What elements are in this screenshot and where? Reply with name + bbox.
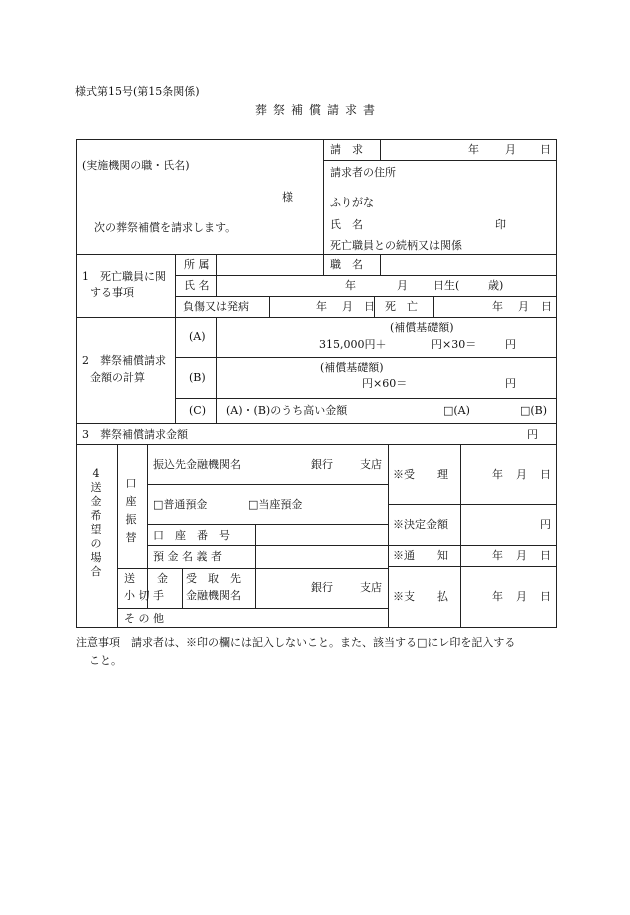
row-b-note: (補償基礎額)	[320, 361, 384, 374]
injury-label: 負傷又は発病	[183, 300, 249, 313]
injury-year: 年	[316, 300, 327, 313]
payment-month: 月	[516, 590, 527, 603]
notice-day: 日	[540, 549, 551, 562]
sama-suffix: 様	[282, 191, 293, 204]
payment-day: 日	[540, 590, 551, 603]
furigana-label: ふりがな	[330, 196, 374, 209]
row-a-unit: 円	[505, 338, 516, 351]
section2-label-line1: 2 葬祭補償請求	[82, 354, 166, 367]
bank-suffix: 銀行	[311, 458, 333, 471]
account-number-label: 口 座 番 号	[153, 529, 230, 542]
received-year: 年	[492, 468, 503, 481]
injury-day: 日	[364, 300, 375, 313]
bank-label: 振込先金融機関名	[153, 458, 241, 471]
address-label: 請求者の住所	[330, 166, 396, 179]
form-title: 葬祭補償請求書	[255, 103, 382, 117]
claim-year: 年	[468, 143, 479, 156]
deposit-ordinary-checkbox[interactable]: □普通預金	[153, 498, 208, 511]
row-a-formula-mid: 円×30＝	[431, 338, 477, 351]
position-label: 職 名	[330, 258, 363, 271]
received-label: ※受 理	[393, 468, 448, 481]
remit-branch-suffix: 支店	[360, 581, 382, 594]
seal-mark: 印	[495, 218, 506, 231]
remit-label-line1: 送 金	[124, 572, 168, 585]
remit-bank-suffix: 銀行	[311, 581, 333, 594]
section3-unit: 円	[527, 428, 538, 441]
received-month: 月	[516, 468, 527, 481]
row-a-formula-left: 315,000円＋	[319, 338, 387, 351]
injury-month: 月	[342, 300, 353, 313]
received-day: 日	[540, 468, 551, 481]
row-b-formula-mid: 円×60＝	[362, 377, 408, 390]
transfer-vertical-label: 口 座 振 替	[125, 477, 137, 544]
death-year: 年	[492, 300, 503, 313]
claimant-name-label: 氏 名	[330, 218, 363, 231]
birth-day: 日生(	[433, 279, 460, 292]
claim-month: 月	[505, 143, 516, 156]
request-sentence: 次の葬祭補償を請求します。	[94, 221, 237, 234]
birth-month: 月	[397, 279, 408, 292]
footer-note-line2: こと。	[89, 654, 122, 667]
section1-label-line2: する事項	[90, 286, 134, 299]
row-c-option-a[interactable]: □(A)	[443, 404, 470, 417]
death-label: 死 亡	[385, 300, 418, 313]
row-c-text: (A)・(B)のうち高い金額	[226, 404, 348, 417]
row-a-note: (補償基礎額)	[390, 321, 454, 334]
row-b-key: (B)	[189, 371, 206, 384]
decided-amount-unit: 円	[540, 518, 551, 531]
account-holder-label: 預 金 名 義 者	[153, 550, 222, 563]
notice-label: ※通 知	[393, 549, 448, 562]
deceased-name-label: 氏 名	[184, 279, 210, 292]
branch-suffix: 支店	[360, 458, 382, 471]
footer-note-line1: 注意事項 請求者は、※印の欄には記入しないこと。また、該当する□にレ印を記入する	[76, 636, 516, 649]
birth-year: 年	[345, 279, 356, 292]
claim-day: 日	[540, 143, 551, 156]
relation-label: 死亡職員との続柄又は関係	[330, 239, 462, 252]
row-a-key: (A)	[189, 330, 206, 343]
section3-label: 3 葬祭補償請求金額	[82, 428, 188, 441]
notice-month: 月	[516, 549, 527, 562]
deposit-current-checkbox[interactable]: □当座預金	[248, 498, 303, 511]
decided-amount-label: ※決定金額	[393, 518, 448, 531]
notice-year: 年	[492, 549, 503, 562]
remit-label-line2: 小 切 手	[124, 589, 164, 602]
form-number: 様式第15号(第15条関係)	[75, 85, 200, 98]
death-month: 月	[518, 300, 529, 313]
receiving-label-line2: 金融機関名	[186, 589, 241, 602]
row-c-key: (C)	[189, 404, 206, 417]
section1-label-line1: 1 死亡職員に関	[82, 270, 166, 283]
death-day: 日	[541, 300, 552, 313]
section4-vertical-label: 4 送 金 希 望 の 場 合	[90, 467, 102, 578]
other-label: そ の 他	[124, 612, 164, 625]
affiliation-label: 所 属	[184, 258, 210, 271]
payment-label: ※支 払	[393, 590, 448, 603]
section2-label-line2: 金額の計算	[90, 371, 145, 384]
receiving-label-line1: 受 取 先	[186, 572, 241, 585]
claim-label: 請 求	[330, 143, 363, 156]
age-suffix: 歳)	[488, 279, 504, 292]
institution-label: (実施機関の職・氏名)	[82, 159, 190, 172]
row-c-option-b[interactable]: □(B)	[520, 404, 548, 417]
row-b-unit: 円	[505, 377, 516, 390]
payment-year: 年	[492, 590, 503, 603]
